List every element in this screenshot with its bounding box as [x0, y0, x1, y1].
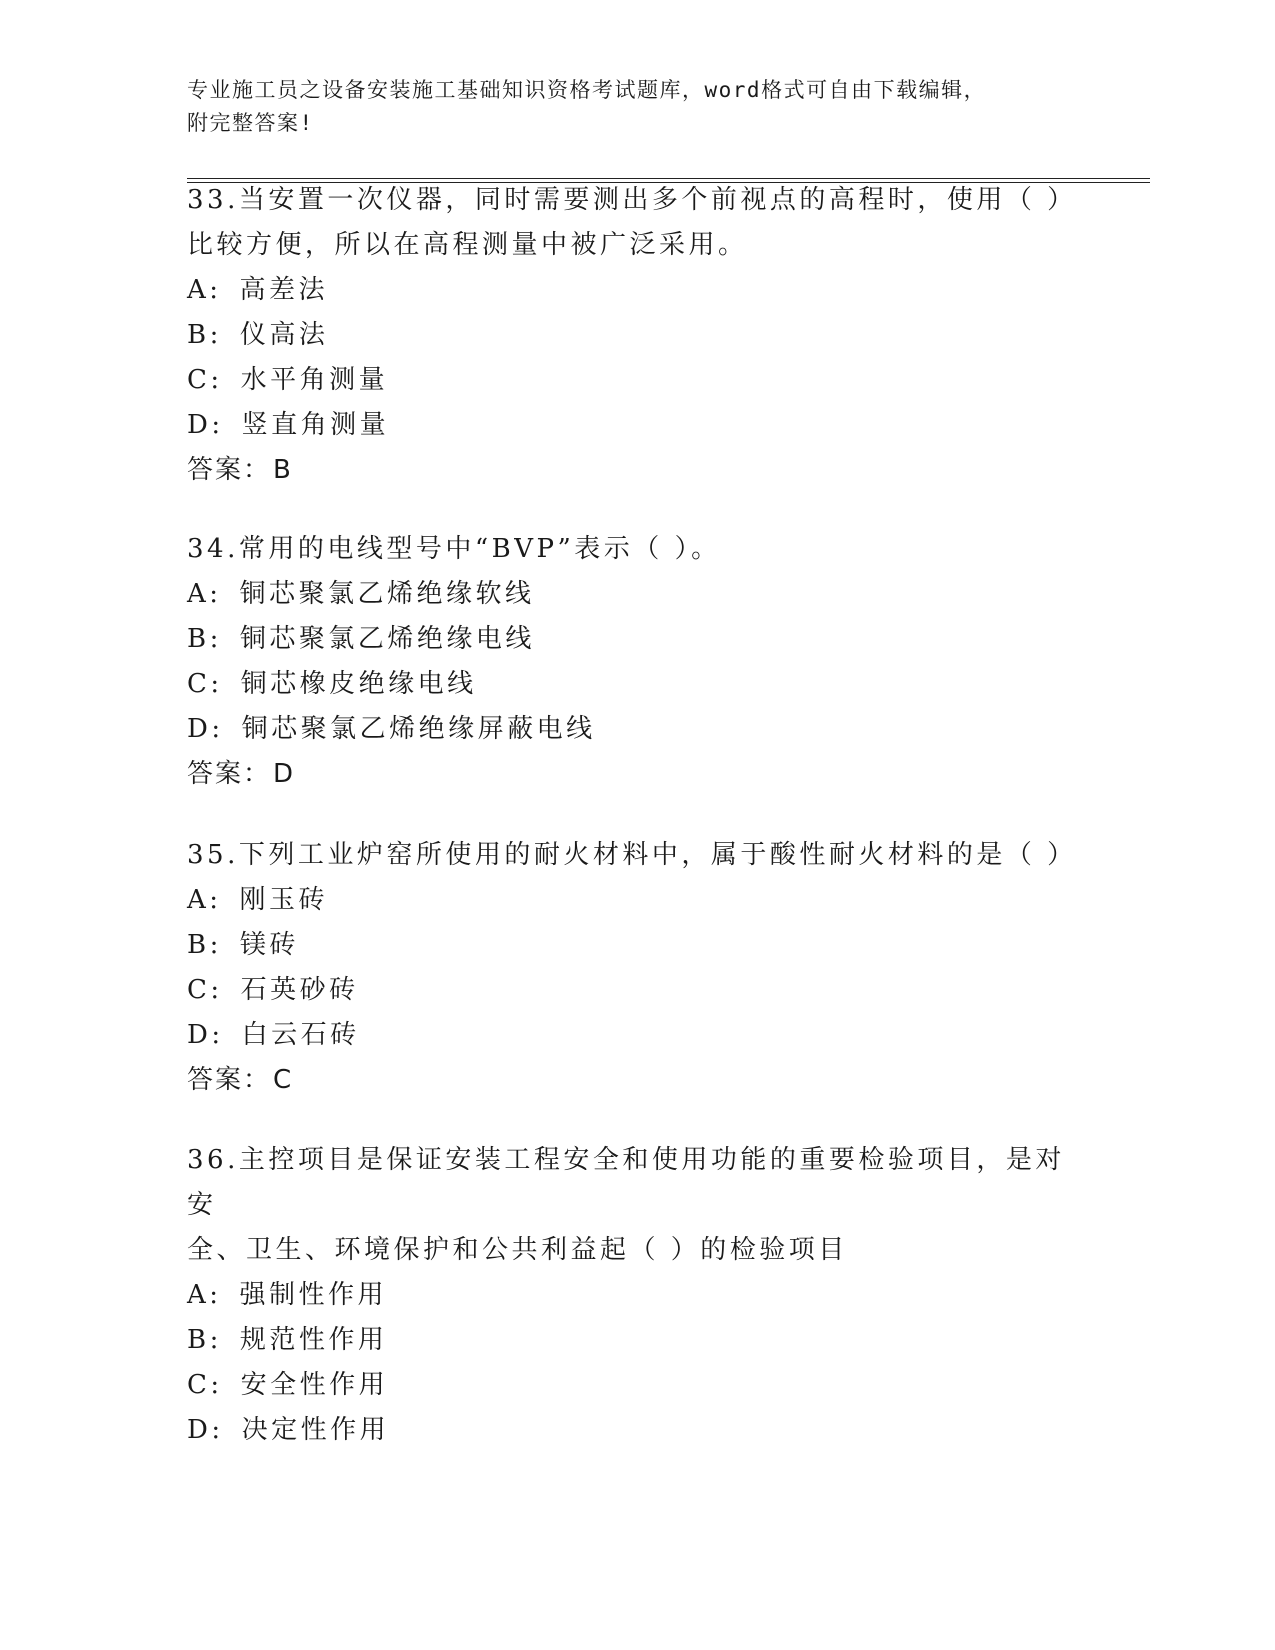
option-letter: A: — [187, 579, 222, 609]
option-text: 石英砂砖 — [240, 975, 359, 1005]
answer-label: 答案： — [187, 1065, 272, 1095]
option-text: 镁砖 — [239, 930, 299, 960]
option-c — [187, 358, 1087, 403]
answer-value: B — [273, 455, 293, 485]
option-d — [187, 1408, 1087, 1453]
option-c — [187, 968, 1087, 1013]
question-stem-line-1: 35.下列工业炉窑所使用的耐火材料中，属于酸性耐火材料的是（ ） — [187, 840, 1077, 870]
answer-line — [187, 448, 1087, 493]
question-stem-line-2: 全、卫生、环境保护和公共利益起（ ）的检验项目 — [187, 1235, 848, 1265]
option-letter: C: — [187, 669, 223, 699]
option-text: 竖直角测量 — [241, 410, 390, 440]
option-text: 安全性作用 — [240, 1370, 389, 1400]
option-a — [187, 268, 1087, 313]
option-letter: D: — [187, 410, 224, 440]
option-letter: D: — [187, 714, 224, 744]
option-letter: B: — [187, 624, 222, 654]
option-letter: A: — [187, 1280, 222, 1310]
answer-line — [187, 1058, 1087, 1103]
answer-line — [187, 752, 1087, 797]
option-d — [187, 403, 1087, 448]
question-33 — [187, 178, 1087, 493]
question-34 — [187, 527, 1087, 797]
question-stem-line-2: 比较方便，所以在高程测量中被广泛采用。 — [187, 230, 748, 260]
answer-label: 答案： — [187, 455, 272, 485]
option-letter: A: — [187, 885, 222, 915]
option-letter: B: — [187, 320, 222, 350]
option-b — [187, 923, 1087, 968]
option-text: 仪高法 — [239, 320, 329, 350]
option-letter: C: — [187, 1370, 223, 1400]
question-stem-line-1: 33.当安置一次仪器，同时需要测出多个前视点的高程时，使用（ ） — [187, 185, 1077, 215]
option-d — [187, 707, 1087, 752]
option-a — [187, 572, 1087, 617]
option-text: 水平角测量 — [240, 365, 389, 395]
option-letter: D: — [187, 1415, 224, 1445]
question-stem-line-1: 36.主控项目是保证安装工程安全和使用功能的重要检验项目，是对安 — [187, 1145, 1065, 1220]
question-stem-line-1: 34.常用的电线型号中“BVP”表示（ ）。 — [187, 534, 721, 564]
question-35 — [187, 833, 1087, 1103]
answer-value: C — [273, 1065, 294, 1095]
option-text: 铜芯聚氯乙烯绝缘电线 — [239, 624, 535, 654]
option-text: 决定性作用 — [241, 1415, 390, 1445]
option-text: 铜芯聚氯乙烯绝缘软线 — [239, 579, 535, 609]
document-header — [187, 74, 1087, 140]
option-letter: D: — [187, 1020, 224, 1050]
header-line-1: 专业施工员之设备安装施工基础知识资格考试题库，word格式可自由下载编辑， — [187, 78, 987, 102]
option-text: 规范性作用 — [239, 1325, 388, 1355]
option-a — [187, 1273, 1087, 1318]
option-d — [187, 1013, 1087, 1058]
option-text: 铜芯聚氯乙烯绝缘屏蔽电线 — [241, 714, 596, 744]
option-letter: C: — [187, 365, 223, 395]
option-c — [187, 662, 1087, 707]
option-c — [187, 1363, 1087, 1408]
option-text: 高差法 — [239, 275, 329, 305]
option-b — [187, 1318, 1087, 1363]
answer-label: 答案： — [187, 759, 272, 789]
option-letter: A: — [187, 275, 222, 305]
header-line-2: 附完整答案! — [187, 111, 314, 135]
option-letter: B: — [187, 930, 222, 960]
option-text: 铜芯橡皮绝缘电线 — [240, 669, 477, 699]
answer-value: D — [273, 759, 296, 789]
option-b — [187, 313, 1087, 358]
option-text: 刚玉砖 — [239, 885, 329, 915]
option-letter: C: — [187, 975, 223, 1005]
option-text: 白云石砖 — [241, 1020, 360, 1050]
option-a — [187, 878, 1087, 923]
option-text: 强制性作用 — [239, 1280, 388, 1310]
option-b — [187, 617, 1087, 662]
option-letter: B: — [187, 1325, 222, 1355]
question-36 — [187, 1138, 1087, 1453]
